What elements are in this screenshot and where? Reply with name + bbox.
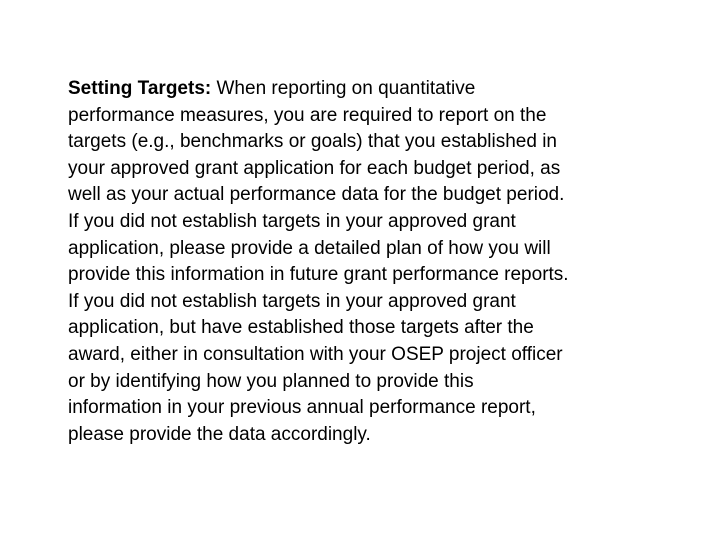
setting-targets-paragraph <box>68 76 678 448</box>
paragraph-line: please provide the data accordingly. <box>68 423 371 445</box>
paragraph-lead-in: Setting Targets: <box>68 78 212 99</box>
text-box <box>68 76 678 448</box>
paragraph-line: If you did not establish targets in your approved grant <box>68 290 516 312</box>
paragraph-line: application, but have established those targets after the <box>68 317 534 339</box>
paragraph-line: application, please provide a detailed plan of how you will <box>68 237 551 259</box>
paragraph-line: provide this information in future grant performance reports. <box>68 264 569 286</box>
paragraph-line: or by identifying how you planned to provide this <box>68 370 474 392</box>
paragraph-line: well as your actual performance data for the budget period. <box>68 184 565 206</box>
paragraph-line: information in your previous annual performance report, <box>68 397 536 419</box>
paragraph-line: When reporting on quantitative <box>211 78 476 99</box>
paragraph-line: If you did not establish targets in your approved grant <box>68 210 516 232</box>
paragraph-line: award, either in consultation with your OSEP project officer <box>68 343 563 365</box>
paragraph-line: performance measures, you are required to report on the <box>68 104 547 126</box>
paragraph-line: your approved grant application for each budget period, as <box>68 157 561 179</box>
paragraph-line: targets (e.g., benchmarks or goals) that you established in <box>68 131 557 153</box>
